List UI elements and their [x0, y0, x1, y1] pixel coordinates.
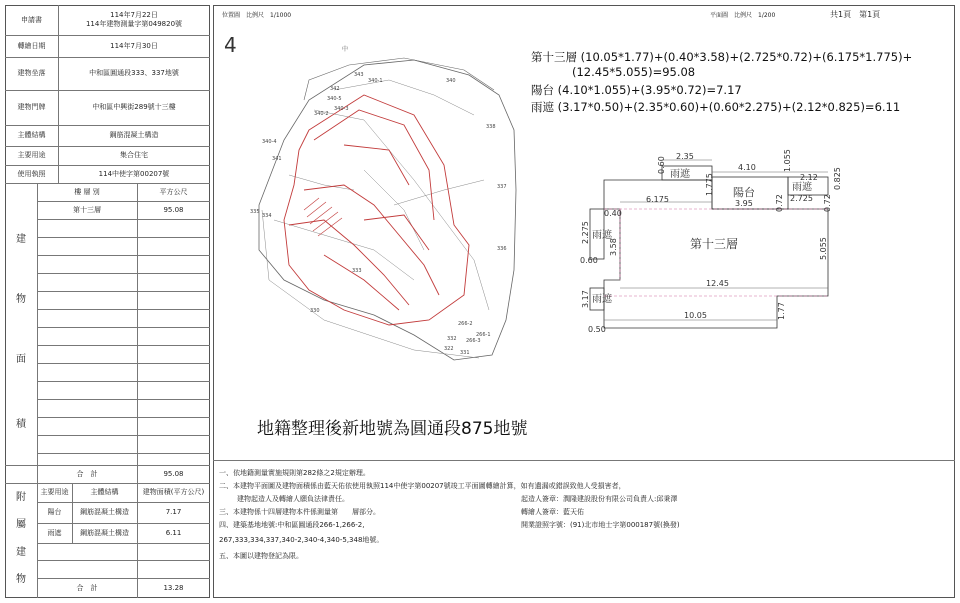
dim-2-275: 2.275: [581, 221, 590, 244]
area-grid-line: [37, 453, 210, 454]
label-address: 建物門牌: [17, 103, 46, 112]
lot-322: 322: [444, 346, 454, 352]
note-4-cont: 267,333,334,337,340-2,340-4,340-5,348地號。: [219, 536, 384, 544]
label-structure: 主體結構: [17, 131, 46, 140]
lot-340-5: 340-5: [327, 96, 342, 102]
label-draw-date: 轉繪日期: [17, 41, 46, 50]
area-grid-line: [37, 219, 210, 220]
page-count: 共1頁 第1頁: [830, 10, 881, 19]
annex-area-balcony: 7.17: [165, 508, 182, 517]
lot-330: 330: [310, 308, 320, 314]
dim-12-45: 12.45: [706, 279, 729, 288]
header-unit: 平方公尺: [159, 187, 188, 196]
dim-0-50: 0.50: [588, 325, 606, 334]
note-4: 四、建築基地地號:中和區圓通段266-1,266-2,: [219, 521, 365, 529]
vertical-char-jian2: 建: [16, 546, 26, 558]
dim-0-72-a: 0.72: [775, 194, 784, 212]
lot-343: 343: [354, 72, 364, 78]
area-grid-line: [37, 291, 210, 292]
note-3: 三、本建物係十四層建物本件係測量第 層部分。: [219, 508, 380, 516]
value-draw-date: 114年7月30日: [110, 41, 158, 50]
lot-334: 334: [262, 213, 272, 219]
value-structure: 鋼筋混凝土構造: [109, 131, 159, 140]
note-5: 五、本圖以建物登記為限。: [219, 552, 303, 560]
drafter-signature: 轉繪人簽章：藍天佑: [521, 508, 584, 516]
vertical-char-wu: 物: [16, 293, 26, 305]
formula-floor-line2: (12.45*5.055)=95.08: [572, 65, 696, 79]
lot-266-2: 266-2: [458, 321, 473, 327]
canopy-label-top-right: 雨遮: [792, 182, 812, 193]
floor-plan-drawing: [570, 150, 840, 340]
vertical-char-wu2: 物: [16, 573, 26, 585]
annex-total-value: 13.28: [163, 583, 184, 592]
dim-0-40: 0.40: [604, 209, 622, 218]
vertical-char-fu: 附: [16, 491, 26, 503]
lot-340-1: 340-1: [368, 78, 383, 84]
canopy-label-bottom: 雨遮: [592, 294, 612, 305]
annex-header-structure: 主體結構: [90, 488, 119, 497]
vertical-char-mian: 面: [16, 353, 26, 365]
dim-0-825: 0.825: [833, 167, 842, 190]
annex-use-canopy: 雨遮: [47, 528, 62, 537]
license-number: 開業證照字號：(91)北市地士字第000187號(換發): [521, 521, 680, 529]
vertical-char-ji: 積: [16, 418, 26, 430]
dim-10-05: 10.05: [684, 311, 707, 320]
builder-signature: 起造人簽章：潤隆建設股份有限公司負責人:邱秉澤: [521, 495, 678, 503]
area-grid-line: [37, 435, 210, 436]
lot-340: 340: [446, 78, 456, 84]
site-plan-drawing: [214, 20, 524, 365]
lot-266-1: 266-1: [476, 332, 491, 338]
area-grid-line: [37, 363, 210, 364]
floor-plan-scale: 平面圖 比例尺 1/200: [710, 12, 776, 19]
application-date: 114年7月22日: [110, 11, 158, 20]
note-2-cont: 建物起造人及轉繪人願負法律責任。: [237, 495, 349, 503]
area-grid-line: [37, 381, 210, 382]
lot-340-4: 340-4: [262, 139, 277, 145]
lot-331: 331: [460, 350, 470, 356]
zhong-label: 中: [342, 46, 349, 53]
value-address: 中和區中興街289號十三樓: [92, 103, 176, 112]
value-permit: 114中使字第00207號: [98, 169, 170, 178]
floor-area: 95.08: [163, 205, 184, 214]
dim-2-35: 2.35: [676, 152, 694, 161]
dim-1-055: 1.055: [783, 149, 792, 172]
dim-3-17: 3.17: [581, 290, 590, 308]
header-floor: 樓 層 別: [74, 187, 100, 196]
dim-2-725: 2.725: [790, 194, 813, 203]
dim-3-95: 3.95: [735, 199, 753, 208]
dim-6-175: 6.175: [646, 195, 669, 204]
lot-266-3: 266-3: [466, 338, 481, 344]
formula-floor-line1: 第十三層 (10.05*1.77)+(0.40*3.58)+(2.725*0.72)+(6.175*1.775)+: [531, 50, 913, 64]
lot-341: 341: [272, 156, 282, 162]
north-arrow: 4: [224, 33, 237, 57]
annex-structure-canopy: 鋼筋混凝土構造: [80, 528, 129, 537]
lot-340-3: 340-3: [334, 106, 349, 112]
area-grid-line: [37, 309, 210, 310]
dim-1-775: 1.775: [705, 173, 714, 196]
new-lot-number: 地籍整理後新地號為圓通段875地號: [257, 419, 528, 439]
value-use: 集合住宅: [120, 151, 148, 160]
value-location: 中和區圓通段333、337地號: [89, 69, 179, 78]
formula-canopy: 雨遮 (3.17*0.50)+(2.35*0.60)+(0.60*2.275)+(2.12*0.825)=6.11: [531, 100, 901, 114]
dim-0-60-left: 0.60: [580, 256, 598, 265]
dim-3-58: 3.58: [609, 238, 618, 256]
area-grid-line: [37, 345, 210, 346]
annex-use-balcony: 陽台: [47, 508, 62, 517]
dim-5-055: 5.055: [819, 237, 828, 260]
annex-structure-balcony: 鋼筋混凝土構造: [80, 508, 129, 517]
vertical-char-shu: 屬: [16, 518, 26, 530]
floor-name: 第十三層: [73, 205, 101, 214]
lot-342: 342: [330, 86, 340, 92]
value-application: [58, 5, 210, 35]
parcel-boundary: [259, 60, 516, 360]
formula-balcony: 陽台 (4.10*1.055)+(3.95*0.72)=7.17: [531, 83, 742, 97]
note-2: 二、本建物平面圖及建物面積係由藍天佑依使用執照114中使字第00207號竣工平面圖轉繪計算，如有遺漏或錯誤致他人受損害者，: [219, 482, 626, 490]
canopy-label-top-left: 雨遮: [670, 169, 690, 180]
dim-2-12: 2.12: [800, 173, 818, 182]
canopy-label-left: 雨遮: [592, 230, 612, 241]
lot-338: 338: [486, 124, 496, 130]
lot-333: 333: [352, 268, 362, 274]
area-grid-line: [37, 237, 210, 238]
lot-340-2: 340-2: [314, 111, 329, 117]
balcony-label: 陽台: [733, 186, 755, 199]
area-grid-line: [37, 417, 210, 418]
label-location: 建物坐落: [17, 69, 46, 78]
annex-header-use: 主要用途: [40, 488, 69, 497]
lot-335: 335: [250, 209, 260, 215]
area-total-value: 95.08: [163, 469, 184, 478]
note-1: 一、依地籍測量實施規則第282條之2規定辦理。: [219, 469, 370, 477]
area-total-label: 合 計: [76, 469, 98, 478]
lot-332: 332: [447, 336, 457, 342]
annex-header-area: 建物面積(平方公尺): [142, 488, 205, 497]
annex-area-canopy: 6.11: [165, 528, 182, 537]
label-permit: 使用執照: [17, 169, 46, 178]
floor-plan-title: 第十三層: [690, 237, 739, 251]
label-application: 申請書: [21, 15, 42, 24]
dim-1-77: 1.77: [777, 302, 786, 320]
lot-336: 336: [497, 246, 507, 252]
area-grid-line: [37, 255, 210, 256]
area-grid-line: [37, 399, 210, 400]
annex-total-label: 合 計: [76, 583, 98, 592]
dim-0-72-b: 0.72: [823, 194, 832, 212]
vertical-char-jian: 建: [16, 233, 26, 245]
site-plan-scale: 位置圖 比例尺 1/1000: [222, 12, 292, 19]
dim-0-60-top: 0.60: [657, 156, 666, 174]
lot-337: 337: [497, 184, 507, 190]
dim-4-10: 4.10: [738, 163, 756, 172]
area-grid-line: [37, 273, 210, 274]
label-use: 主要用途: [17, 151, 46, 160]
application-number: 114年建物測量字第049820號: [85, 20, 183, 28]
area-grid-line: [37, 327, 210, 328]
